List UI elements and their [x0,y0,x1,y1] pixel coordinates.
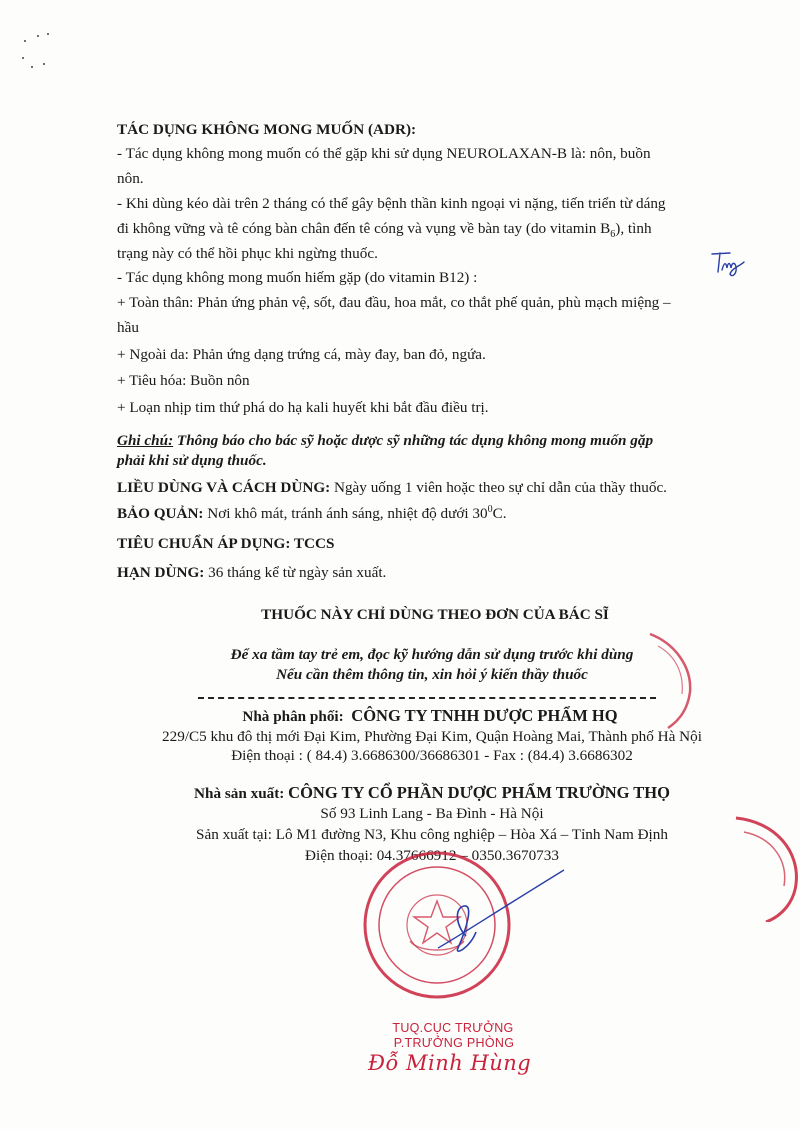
distributor-address: 229/C5 khu đô thị mới Đại Kim, Phường Đại Kim, Quận Hoàng Mai, Thành phố Hà Nội [162,728,702,745]
signoff-title-1: TUQ.CỤC TRƯỞNG [392,1021,514,1035]
distributor-line: Nhà phân phối: CÔNG TY TNHH DƯỢC PHẨM HQ [242,706,618,725]
adr-line-4: đi không vững và tê cóng bàn chân đến tê cóng và vụng về bàn tay (do vitamin $B_6$), tình [117,220,652,241]
partial-stamp-middle [640,630,700,730]
note-line-2: phải khi sử dụng thuốc. [117,452,267,469]
adr-line-6: - Tác dụng không mong muốn hiếm gặp (do vitamin B12) : [117,269,478,286]
signoff-title-2: P.TRƯỞNG PHÒNG [393,1036,515,1050]
adr-line-2: nôn. [117,170,144,187]
partial-stamp-right [716,812,800,922]
adr-line-3: - Khi dùng kéo dài trên 2 tháng có thể gây bệnh thần kinh ngoại vi nặng, tiến triển từ dáng [117,195,666,212]
prescription-notice: THUỐC NÀY CHỈ DÙNG THEO ĐƠN CỦA BÁC SĨ [261,606,609,623]
warning-line-1: Để xa tầm tay trẻ em, đọc kỹ hướng dẫn sử dụng trước khi dùng [230,646,634,663]
dashed-divider [198,697,656,699]
manufacturer-line: Nhà sản xuất: CÔNG TY CỔ PHẦN DƯỢC PHẨM TRƯỜNG THỌ [194,783,670,802]
adr-line-7: + Toàn thân: Phản ứng phản vệ, sốt, đau đầu, hoa mắt, co thắt phế quản, phù mạch miệng – [117,294,671,311]
adr-line-8: hầu [117,319,139,336]
dosage-line: LIỀU DÙNG VÀ CÁCH DÙNG: Ngày uống 1 viên hoặc theo sự chỉ dẫn của thầy thuốc. [117,479,667,496]
adr-line-5: trạng này có thể hồi phục khi ngừng thuốc. [117,245,378,262]
adr-heading: TÁC DỤNG KHÔNG MONG MUỐN (ADR): [117,121,417,138]
manufacturer-address: Số 93 Linh Lang - Ba Đình - Hà Nội [320,805,544,822]
manufacturer-factory: Sản xuất tại: Lô M1 đường N3, Khu công nghiệp – Hòa Xá – Tỉnh Nam Định [196,826,668,843]
adr-line-10: + Tiêu hóa: Buồn nôn [117,372,250,389]
manufacturer-phone: Điện thoại: 04.37666912 – 0350.3670733 [305,847,559,864]
signature [436,868,566,958]
expiry-line: HẠN DÙNG: 36 tháng kể từ ngày sản xuất. [117,564,387,581]
note-line-1: Ghi chú: Thông báo cho bác sỹ hoặc dược sỹ những tác dụng không mong muốn gặp [117,432,654,449]
standard-line: TIÊU CHUẨN ÁP DỤNG: TCCS [117,535,335,552]
signoff-name: Đỗ Minh Hùng [368,1051,532,1075]
warning-line-2: Nếu cần thêm thông tin, xin hỏi ý kiến thầy thuốc [276,666,588,683]
distributor-phone: Điện thoại : ( 84.4) 3.6686300/36686301 - Fax : (84.4) 3.6686302 [231,747,633,764]
initials-mark [708,248,748,282]
adr-line-9: + Ngoài da: Phản ứng dạng trứng cá, mày đay, ban đỏ, ngứa. [117,346,486,363]
adr-line-1: - Tác dụng không mong muốn có thể gặp khi sử dụng NEUROLAXAN-B là: nôn, buồn [117,145,651,162]
adr-line-11: + Loạn nhịp tim thứ phá do hạ kali huyết khi bắt đầu điều trị. [117,399,489,416]
storage-line: BẢO QUẢN: Nơi khô mát, tránh ánh sáng, nhiệt độ dưới $30^0C$. [117,503,507,522]
